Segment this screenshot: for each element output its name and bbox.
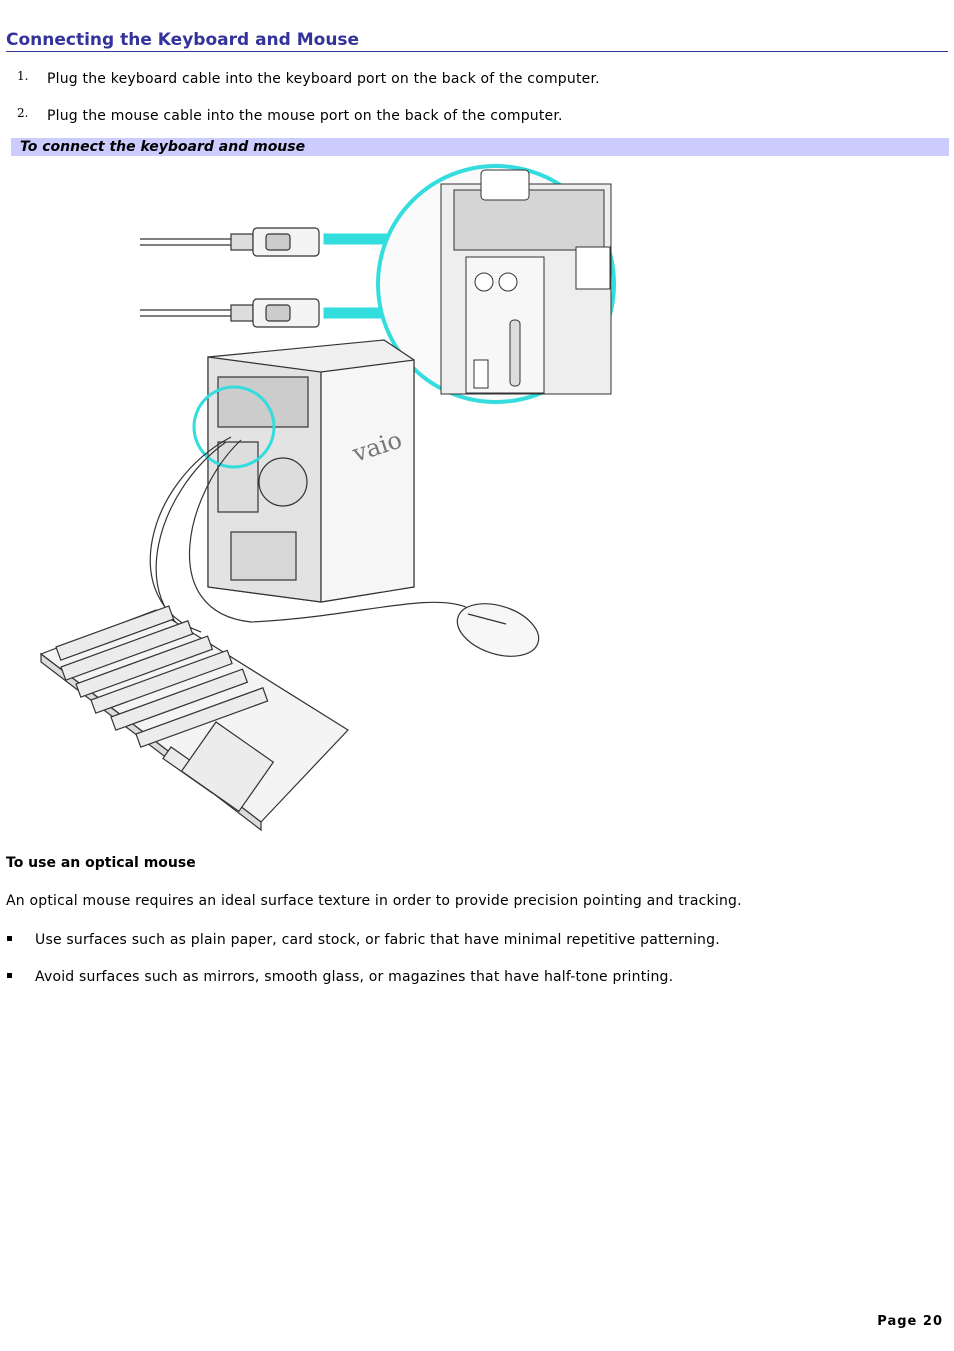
svg-text:vaio: vaio xyxy=(349,425,406,468)
connection-illustration xyxy=(36,162,636,832)
bullet-text: Avoid surfaces such as mirrors, smooth glass, or magazines that have half-tone printing. xyxy=(35,969,674,985)
bullet-icon xyxy=(7,936,12,941)
mouse-icon xyxy=(451,594,546,666)
page-number: Page 20 xyxy=(877,1314,943,1329)
step-text: Plug the keyboard cable into the keyboard port on the back of the computer. xyxy=(47,71,600,87)
mouse-connector-icon xyxy=(140,299,319,327)
step-number: 1. xyxy=(17,69,29,83)
keyboard-icon xyxy=(41,606,348,830)
step-text: Plug the mouse cable into the mouse port on the back of the computer. xyxy=(47,108,563,124)
page-title: Connecting the Keyboard and Mouse xyxy=(6,30,948,52)
keyboard-connector-icon xyxy=(140,228,319,256)
bullet-text: Use surfaces such as plain paper, card stock, or fabric that have minimal repetitive patterning. xyxy=(35,932,720,948)
figure-caption: To connect the keyboard and mouse xyxy=(20,139,306,155)
step-number: 2. xyxy=(17,106,29,120)
optical-mouse-heading: To use an optical mouse xyxy=(6,855,196,871)
optical-mouse-paragraph: An optical mouse requires an ideal surface texture in order to provide precision pointing and tracking. xyxy=(6,893,742,909)
computer-tower-icon xyxy=(208,340,414,602)
figure-caption-bar xyxy=(11,138,949,156)
bullet-icon xyxy=(7,973,12,978)
